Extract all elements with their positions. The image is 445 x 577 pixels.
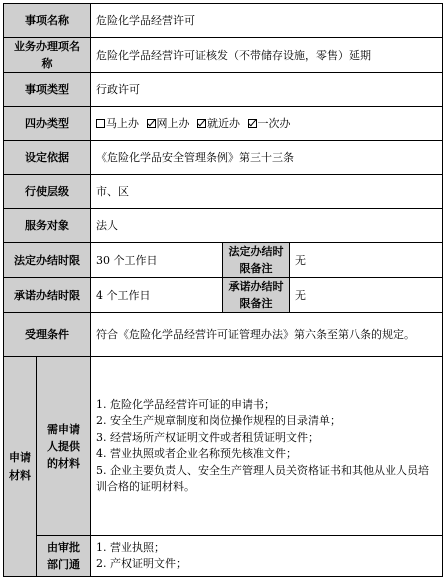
option-once — [248, 117, 291, 130]
legal-limit-note-label: 法定办结时限备注 — [223, 243, 290, 278]
basis-label: 设定依据 — [4, 141, 91, 175]
list-item: 5. 企业主要负责人、安全生产管理人员关资格证书和其他从业人员培训合格的证明材料。 — [96, 463, 429, 493]
business-name-label: 业务办理项名称 — [4, 38, 91, 73]
applicant-materials-list — [91, 357, 443, 536]
list-item: 1. 营业执照； — [96, 540, 165, 554]
list-item: 4. 营业执照或者企业名称预先核准文件； — [96, 447, 297, 460]
checkbox-checked-icon — [147, 119, 156, 128]
target-label: 服务对象 — [4, 209, 91, 243]
service-guide-table — [3, 3, 443, 577]
item-type-value: 行政许可 — [91, 73, 443, 107]
promise-limit-note-label: 承诺办结时限备注 — [223, 278, 290, 313]
row-materials-department — [4, 536, 443, 577]
option-online-label: 网上办 — [156, 117, 190, 130]
level-label: 行使层级 — [4, 175, 91, 209]
option-immediate — [96, 117, 139, 130]
row-level — [4, 175, 443, 209]
level-value: 市、区 — [91, 175, 443, 209]
materials-label: 申请材料 — [4, 357, 37, 577]
list-item: 2. 产权证明文件； — [96, 557, 187, 570]
option-nearby-label: 就近办 — [207, 117, 240, 130]
list-item: 3. 经营场所产权证明文件或者租赁证明文件； — [96, 430, 319, 444]
promise-limit-label: 承诺办结时限 — [4, 278, 91, 313]
row-business-name — [4, 38, 443, 73]
option-once-label: 一次办 — [257, 117, 291, 130]
legal-limit-value: 30 个工作日 — [91, 243, 223, 278]
target-value: 法人 — [91, 209, 443, 243]
item-name-value: 危险化学品经营许可 — [91, 4, 443, 38]
row-target — [4, 209, 443, 243]
list-item: 2. 安全生产规章制度和岗位操作规程的目录清单； — [96, 414, 341, 427]
conditions-label: 受理条件 — [4, 313, 91, 357]
option-nearby — [197, 117, 240, 130]
row-basis — [4, 141, 443, 175]
checkbox-checked-icon — [197, 119, 206, 128]
four-types-label: 四办类型 — [4, 107, 91, 141]
checkbox-icon — [96, 119, 105, 128]
row-promise-limit — [4, 278, 443, 313]
promise-limit-note-value: 无 — [290, 278, 443, 313]
department-materials-list — [91, 536, 443, 577]
list-item: 1. 危险化学品经营许可证的申请书； — [96, 397, 275, 411]
row-conditions — [4, 313, 443, 357]
conditions-value: 符合《危险化学品经营许可证管理办法》第六条至第八条的规定。 — [91, 313, 443, 357]
option-online — [147, 117, 190, 130]
checkbox-checked-icon — [248, 119, 257, 128]
row-legal-limit — [4, 243, 443, 278]
legal-limit-label: 法定办结时限 — [4, 243, 91, 278]
legal-limit-note-value: 无 — [290, 243, 443, 278]
applicant-materials-label: 需申请人提供的材料 — [37, 357, 91, 536]
department-materials-label: 由审批部门通 — [37, 536, 91, 577]
option-immediate-label: 马上办 — [106, 117, 139, 130]
row-materials-applicant — [4, 357, 443, 536]
promise-limit-value: 4 个工作日 — [91, 278, 223, 313]
row-item-type — [4, 73, 443, 107]
row-item-name — [4, 4, 443, 38]
item-type-label: 事项类型 — [4, 73, 91, 107]
item-name-label: 事项名称 — [4, 4, 91, 38]
four-types-options — [91, 107, 443, 141]
basis-value: 《危险化学品安全管理条例》第三十三条 — [91, 141, 443, 175]
row-four-types — [4, 107, 443, 141]
business-name-value: 危险化学品经营许可证核发（不带储存设施，零售）延期 — [91, 38, 443, 73]
